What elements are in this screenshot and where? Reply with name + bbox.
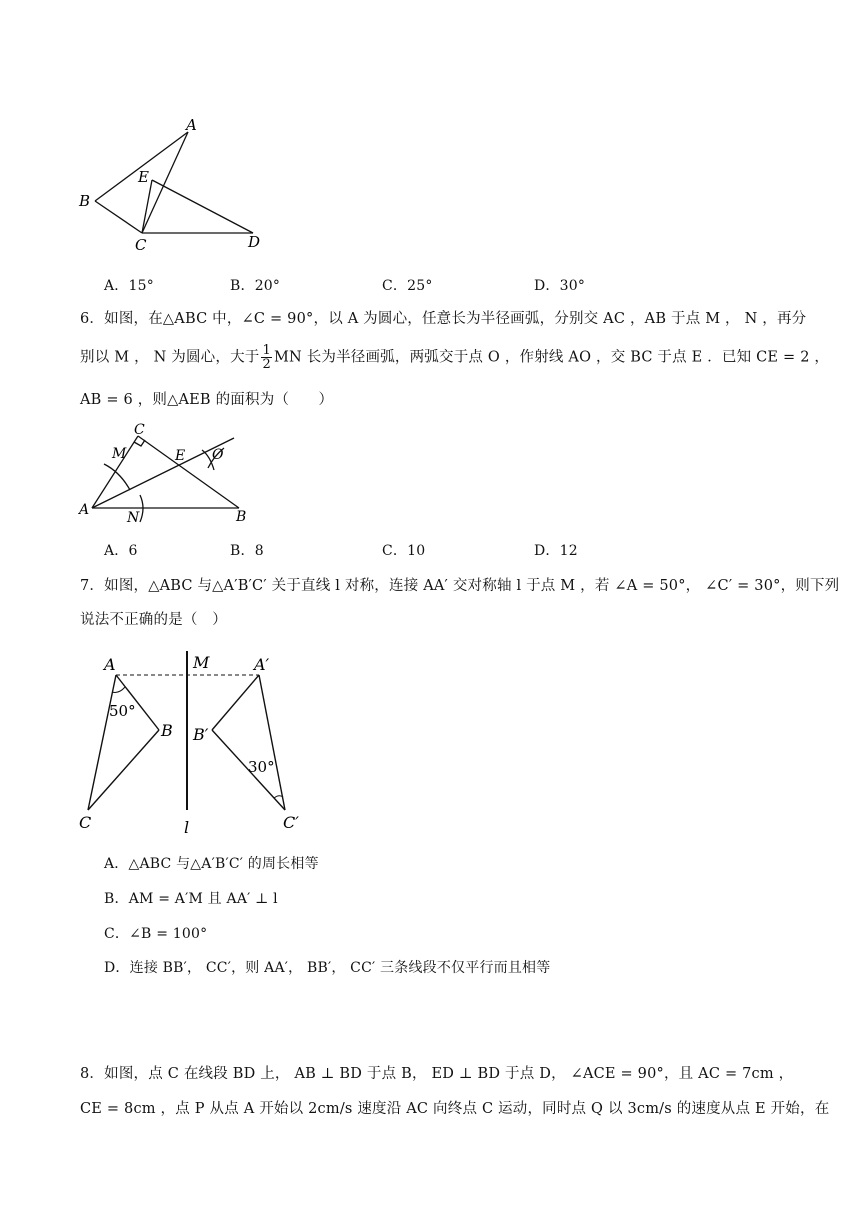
- segment-ed: [152, 180, 253, 233]
- q6-line-1: 6．如图，在△ABC 中，∠C = 90°，以 A 为圆心，任意长为半径画弧，分别交 AC ，AB 于点 M ， N ，再分: [80, 311, 807, 327]
- label-c-prime: C′: [283, 813, 299, 832]
- q6-line-3: AB = 6 ，则△AEB 的面积为（ ）: [80, 392, 334, 408]
- segment-ec: [142, 180, 152, 233]
- q7-option-b[interactable]: [104, 889, 278, 909]
- option-text: 25°: [407, 278, 433, 294]
- q7-option-a[interactable]: [104, 854, 319, 874]
- segment-ab: [95, 132, 188, 201]
- q5-figure: [70, 110, 280, 255]
- q8-line-2: CE = 8cm ，点 P 从点 A 开始以 2cm/s 速度沿 AC 向终点 C 运动，同时点 Q 以 3cm/s 的速度从点 E 开始，在: [80, 1101, 830, 1117]
- label-e: E: [138, 168, 149, 186]
- option-text: 10: [407, 543, 426, 559]
- label-b: B: [236, 509, 247, 525]
- q5-option-a[interactable]: [104, 276, 154, 296]
- label-c: C: [79, 813, 92, 832]
- label-b: B: [161, 721, 173, 740]
- q7-line-1: 7．如图，△ABC 与△A′B′C′ 关于直线 l 对称，连接 AA′ 交对称轴 l 于点 M ，若 ∠A = 50°， ∠C′ = 30°，则下列: [80, 578, 840, 594]
- q6-line-2: [80, 344, 829, 371]
- option-text: 连接 BB′， CC′，则 AA′， BB′， CC′ 三条线段不仅平行而且相等: [129, 960, 551, 976]
- angle-c2-value: 30°: [248, 758, 275, 776]
- option-letter: A．: [104, 278, 129, 294]
- segment-c2a2: [259, 675, 285, 810]
- angle-a-value: 50°: [109, 702, 136, 720]
- fraction-numerator: 1: [262, 343, 271, 358]
- fraction-denominator: 2: [262, 357, 271, 372]
- angle-c2-arc: [274, 796, 283, 798]
- option-letter: B．: [230, 278, 255, 294]
- option-letter: D．: [534, 543, 560, 559]
- option-text: △ABC 与△A′B′C′ 的周长相等: [128, 856, 319, 872]
- q7-figure: [72, 648, 312, 838]
- q5-option-b[interactable]: [230, 276, 280, 296]
- segment-a2b2: [212, 675, 259, 730]
- option-letter: D．: [534, 278, 560, 294]
- q6-line-2-pre: 别以 M ， N 为圆心，大于: [80, 349, 260, 366]
- option-letter: A．: [104, 543, 129, 559]
- q6-option-d[interactable]: [534, 541, 578, 561]
- segment-bc: [88, 730, 159, 810]
- label-a: A: [79, 502, 90, 518]
- q8-line-1: 8．如图，点 C 在线段 BD 上， AB ⊥ BD 于点 B， ED ⊥ BD 于点 D， ∠ACE = 90°，且 AC = 7cm ，: [80, 1066, 794, 1082]
- q7-option-d[interactable]: [104, 958, 550, 978]
- label-a-prime: A′: [254, 655, 270, 674]
- option-text: 8: [254, 543, 264, 559]
- option-letter: C．: [382, 278, 408, 294]
- option-text: ∠B = 100°: [129, 926, 208, 942]
- label-e: E: [175, 448, 186, 464]
- segment-cb: [138, 436, 239, 508]
- label-b-prime: B′: [193, 725, 209, 744]
- option-text: 30°: [559, 278, 586, 294]
- option-letter: C．: [382, 543, 408, 559]
- label-d: D: [248, 233, 261, 251]
- segment-ca: [88, 675, 116, 810]
- fraction-half: [261, 344, 271, 371]
- q6-option-c[interactable]: [382, 541, 425, 561]
- label-c: C: [134, 422, 145, 438]
- label-a: A: [186, 116, 197, 134]
- label-b: B: [79, 192, 91, 210]
- label-c: C: [135, 236, 147, 254]
- option-text: 6: [128, 543, 138, 559]
- q5-option-d[interactable]: [534, 276, 585, 296]
- option-text: 12: [559, 543, 578, 559]
- q6-option-b[interactable]: [230, 541, 264, 561]
- label-m: M: [193, 653, 210, 672]
- label-n: N: [127, 510, 140, 526]
- option-letter: C．: [104, 926, 130, 942]
- option-text: 15°: [128, 278, 154, 294]
- q7-option-c[interactable]: [104, 924, 207, 944]
- label-m: M: [112, 446, 127, 462]
- option-text: 20°: [254, 278, 281, 294]
- right-angle-mark: [134, 440, 145, 446]
- option-letter: A．: [104, 856, 129, 872]
- label-a: A: [104, 655, 116, 674]
- label-l: l: [184, 818, 190, 837]
- q6-figure: [74, 420, 264, 532]
- option-letter: B．: [230, 543, 255, 559]
- option-letter: D．: [104, 960, 130, 976]
- q6-option-a[interactable]: [104, 541, 138, 561]
- q6-line-2-post: MN 长为半径画弧，两弧交于点 O ，作射线 AO ，交 BC 于点 E ．已知 CE = 2 ，: [273, 349, 830, 366]
- q5-option-c[interactable]: [382, 276, 433, 296]
- segment-bc: [95, 201, 142, 233]
- label-o: O: [212, 447, 224, 463]
- option-text: AM = A′M 且 AA′ ⊥ l: [128, 891, 278, 907]
- option-letter: B．: [104, 891, 129, 907]
- q7-line-2: 说法不正确的是（ ）: [80, 612, 227, 628]
